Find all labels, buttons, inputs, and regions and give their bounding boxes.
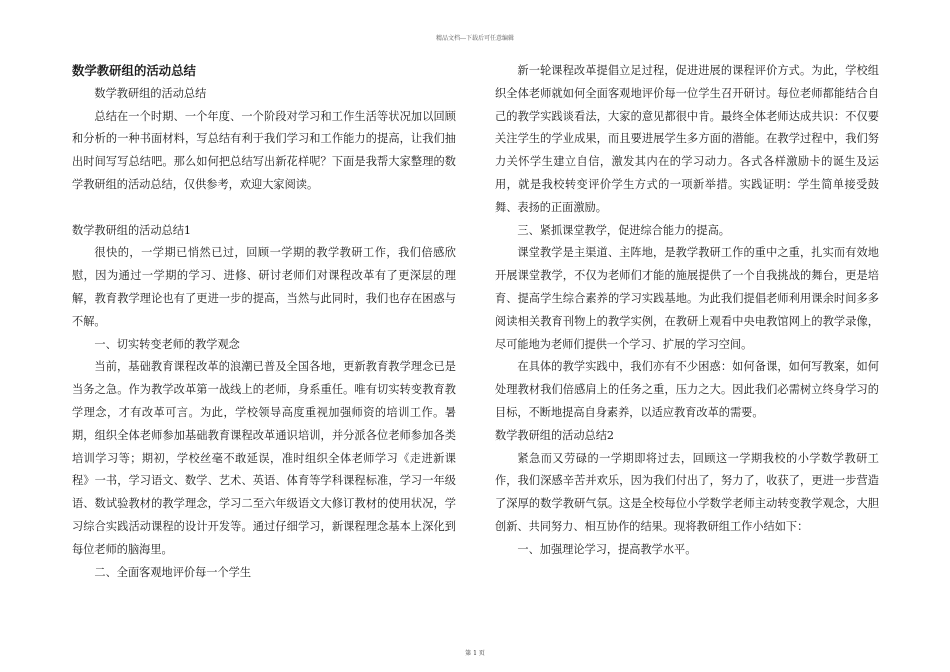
page-header: 精品文档---下载后可任意编辑 <box>435 35 515 42</box>
document-title: 数学教研组的活动总结 <box>72 63 196 78</box>
page-number: 第 1 页 <box>465 650 485 657</box>
spacer <box>72 197 456 220</box>
right-column <box>495 60 879 562</box>
heading-2: 二、全面客观地评价每一个学生 <box>94 565 252 579</box>
paragraph: 紧急而又劳碌的一学期即将过去，回顾这一学期我校的小学数学教研工作，我们深感辛苦并欢乐，因为我们付出了，努力了，收获了，更进一步营造了深厚的数学教研气氛。这是全校每位小学数学老师主动转变教学观念，大胆创新、共同努力、相互协作的结果。现将教研组工作小结如下： <box>495 451 879 533</box>
heading-4: 一、加强理论学习，提高教学水平。 <box>517 542 697 556</box>
heading-1: 一、切实转变老师的教学观念 <box>94 337 240 351</box>
paragraph: 课堂教学是主渠道、主阵地，是教学教研工作的重中之重，扎实而有效地开展课堂教学，不仅为老师们才能的施展提供了一个自我挑战的舞台，更是培育、提高学生综合素养的学习实践基地。为此我们提倡老师利用课余时间多多阅读相关教育刊物上的教学实例，在教研上观看中央电教馆网上的教学录像，尽可能地为老师们提供一个学习、扩展的学习空间。 <box>495 246 879 351</box>
section-1-title: 数学教研组的活动总结1 <box>72 223 191 237</box>
left-column <box>72 60 456 584</box>
paragraph: 很快的，一学期已悄然已过，回顾一学期的教学教研工作，我们倍感欣慰，因为通过一学期的学习、进修、研讨老师们对课程改革有了更深层的理解，教育教学理论也有了更进一步的提高，当然与此同时，我们也存在困惑与不解。 <box>72 246 456 328</box>
paragraph: 在具体的教学实践中，我们亦有不少困惑：如何备课，如何写教案，如何处理教材我们倍感肩上的任务之重，压力之大。因此我们必需树立终身学习的目标，不断地提高自身素养，以适应教育改革的需要。 <box>495 360 879 419</box>
paragraph: 新一轮课程改革提倡立足过程，促进进展的课程评价方式。为此，学校组织全体老师就如何全面客观地评价每一位学生召开研讨。每位老师都能结合自己的教学实践谈看法，大家的意见都很中肯。最终全体老师达成共识：不仅要关注学生的学业成果，而且要进展学生多方面的潜能。在教学过程中，我们努力关怀学生建立自信，激发其内在的学习动力。各式各样激励卡的诞生及运用，就是我校转变评价学生方式的一项新举措。实践证明：学生简单接受鼓舞、表扬的正面激励。 <box>495 64 879 214</box>
heading-3: 三、紧抓课堂教学，促进综合能力的提高。 <box>517 223 730 237</box>
document-subtitle: 数学教研组的活动总结 <box>94 86 207 100</box>
intro-paragraph: 总结在一个时期、一个年度、一个阶段对学习和工作生活等状况加以回顾和分析的一种书面材料，写总结有利于我们学习和工作能力的提高，让我们抽出时间写写总结吧。那么如何把总结写出新花样呢？下面是我帮大家整理的数学教研组的活动总结，仅供参考，欢迎大家阅读。 <box>72 109 456 191</box>
section-2-title: 数学教研组的活动总结2 <box>495 428 614 442</box>
paragraph: 当前，基础教育课程改革的浪潮已普及全国各地，更新教育教学理念已是当务之急。作为教学改革第一战线上的老师，身系重任。唯有切实转变教育教学理念，才有改革可言。为此，学校领导高度重视加强师资的培训工作。暑期，组织全体老师参加基础教育课程改革通识培训，并分派各位老师参加各类培训学习等；期初，学校丝毫不敢延误，准时组织全体老师学习《走进新课程》一书，学习语文、数学、艺术、英语、体育等学科课程标准，学习一年级语、数试验教材的教学理念，学习二至六年级语文大修订教材的使用状况，学习综合实践活动课程的设计开发等。通过仔细学习，新课程理念基本上深化到每位老师的脑海里。 <box>72 360 456 556</box>
